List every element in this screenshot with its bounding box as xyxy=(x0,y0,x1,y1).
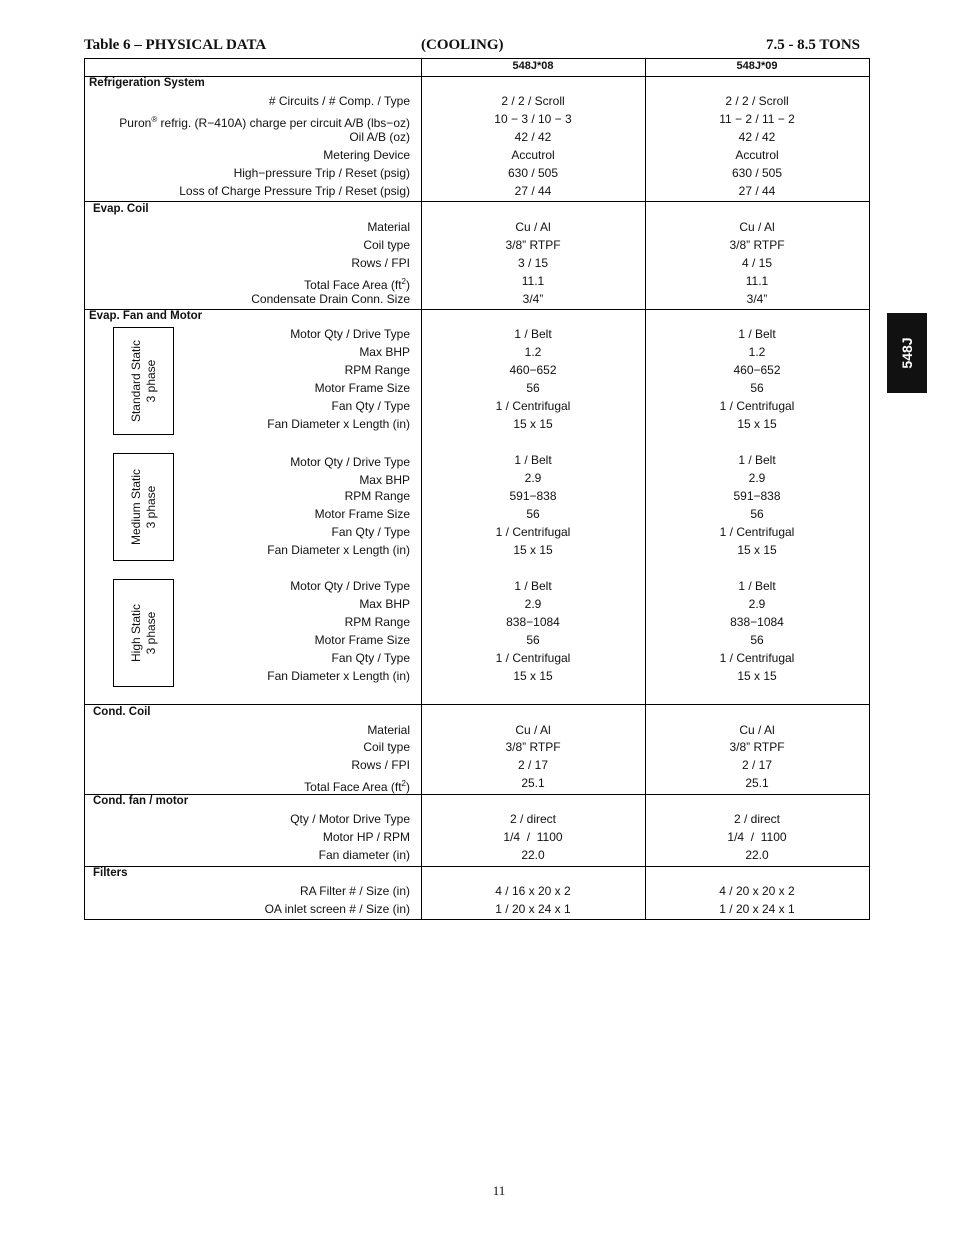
row-label: Motor Frame Size xyxy=(314,633,410,647)
row-label: Max BHP xyxy=(359,473,410,487)
value-548j08: 3/8” RTPF xyxy=(505,740,561,754)
value-548j09: 1 / Belt xyxy=(738,579,776,593)
label-part: ) xyxy=(406,278,410,292)
value-548j08: 838−1084 xyxy=(506,615,560,629)
value-548j09: 838−1084 xyxy=(730,615,784,629)
row-label: # Circuits / # Comp. / Type xyxy=(268,94,410,108)
row-label: RPM Range xyxy=(344,615,410,629)
row-label: RPM Range xyxy=(344,489,410,503)
row-label: Coil type xyxy=(363,740,410,754)
row-label: Fan Qty / Type xyxy=(331,525,410,539)
section-title-evap-coil: Evap. Coil xyxy=(93,203,149,215)
value-548j08: 3/4” xyxy=(522,292,544,306)
value-548j09: 11.1 xyxy=(745,274,769,288)
label-part: Total Face Area (ft xyxy=(304,278,402,292)
value-548j09: 25.1 xyxy=(745,776,769,790)
row-divider xyxy=(84,201,870,202)
group-box-high-static xyxy=(113,579,174,687)
value-548j08: 42 / 42 xyxy=(514,130,552,144)
value-548j08: 1 / Centrifugal xyxy=(495,651,571,665)
value-548j08: 2.9 xyxy=(524,597,542,611)
section-title-refrigeration: Refrigeration System xyxy=(89,77,205,89)
value-548j08: 27 / 44 xyxy=(514,184,552,198)
row-label xyxy=(119,112,410,131)
value-548j09: 4 / 15 xyxy=(741,256,773,270)
row-divider xyxy=(84,866,870,867)
value-548j09: 1 / Centrifugal xyxy=(719,651,795,665)
column-header-548j08: 548J*08 xyxy=(512,60,554,72)
row-label: Loss of Charge Pressure Trip / Reset (psig) xyxy=(179,184,410,198)
model-side-tab xyxy=(887,313,927,393)
label-part: refrig. (R−410A) charge per circuit A/B (lbs−oz) xyxy=(157,116,410,130)
row-label: Motor Frame Size xyxy=(314,507,410,521)
column-header-548j09: 548J*09 xyxy=(736,60,778,72)
value-548j09: 1.2 xyxy=(748,345,766,359)
value-548j09: 3/8” RTPF xyxy=(729,238,785,252)
row-label: Max BHP xyxy=(359,345,410,359)
section-title-cond-fan: Cond. fan / motor xyxy=(93,795,189,807)
value-548j09: Cu / Al xyxy=(739,723,775,737)
value-548j09: 56 xyxy=(750,507,764,521)
value-548j09: 2.9 xyxy=(748,471,766,485)
value-548j08: 2 / 17 xyxy=(517,758,549,772)
value-548j08: 25.1 xyxy=(521,776,545,790)
group-phase: 3 phase xyxy=(143,611,158,655)
value-548j08: Cu / Al xyxy=(515,723,551,737)
row-label: Fan Diameter x Length (in) xyxy=(267,417,410,431)
value-548j09: 1 / Belt xyxy=(738,453,776,467)
value-548j08: 56 xyxy=(526,633,540,647)
value-548j09: 15 x 15 xyxy=(737,669,777,683)
group-name: Medium Static xyxy=(128,468,143,546)
value-548j08: Accutrol xyxy=(511,148,555,162)
row-label: Motor Qty / Drive Type xyxy=(290,455,410,469)
section-title-cond-coil: Cond. Coil xyxy=(93,706,151,718)
value-548j08: 3/8” RTPF xyxy=(505,238,561,252)
side-tab-label: 548J xyxy=(899,337,915,369)
value-548j09: 27 / 44 xyxy=(738,184,776,198)
row-label: Fan Qty / Type xyxy=(331,399,410,413)
value-548j09: 1/4 / 1100 xyxy=(727,830,787,844)
group-box-standard-static xyxy=(113,327,174,435)
value-548j09: 3/8” RTPF xyxy=(729,740,785,754)
section-title-evap-fan: Evap. Fan and Motor xyxy=(89,310,203,322)
value-548j08: 1.2 xyxy=(524,345,542,359)
value-548j08: 1 / Belt xyxy=(514,579,552,593)
value-548j09: 1 / Centrifugal xyxy=(719,399,795,413)
superscript: 2 xyxy=(401,277,406,286)
table-mode: (COOLING) xyxy=(421,37,504,53)
row-label: Rows / FPI xyxy=(351,758,410,772)
value-548j08: 11.1 xyxy=(521,274,545,288)
row-label: Rows / FPI xyxy=(351,256,410,270)
row-label: OA inlet screen # / Size (in) xyxy=(264,902,410,916)
row-label: Qty / Motor Drive Type xyxy=(290,812,410,826)
value-548j08: 2 / direct xyxy=(509,812,557,826)
value-548j09: 22.0 xyxy=(745,848,769,862)
row-label: Motor HP / RPM xyxy=(322,830,410,844)
group-box-medium-static xyxy=(113,453,174,561)
row-label: Oil A/B (oz) xyxy=(349,130,410,144)
value-548j09: 56 xyxy=(750,633,764,647)
value-548j08: 1/4 / 1100 xyxy=(503,830,563,844)
row-divider xyxy=(84,704,870,705)
value-548j08: 1 / Centrifugal xyxy=(495,525,571,539)
page-number: 11 xyxy=(492,1183,506,1198)
row-label: Fan Diameter x Length (in) xyxy=(267,669,410,683)
group-name: High Static xyxy=(128,603,143,663)
table-title: Table 6 – PHYSICAL DATA xyxy=(84,37,267,53)
value-548j09: 2 / 17 xyxy=(741,758,773,772)
value-548j08: 1 / 20 x 24 x 1 xyxy=(495,902,571,916)
row-label: Coil type xyxy=(363,238,410,252)
value-548j09: 2 / direct xyxy=(733,812,781,826)
row-label: RPM Range xyxy=(344,363,410,377)
value-548j08: 3 / 15 xyxy=(517,256,549,270)
superscript: 2 xyxy=(401,779,406,788)
value-548j08: 15 x 15 xyxy=(513,669,553,683)
value-548j08: 10 − 3 / 10 − 3 xyxy=(494,112,572,126)
group-phase: 3 phase xyxy=(143,485,158,529)
row-label: Fan Diameter x Length (in) xyxy=(267,543,410,557)
row-divider xyxy=(84,794,870,795)
value-548j08: 1 / Belt xyxy=(514,327,552,341)
row-label: RA Filter # / Size (in) xyxy=(299,884,410,898)
value-548j08: 15 x 15 xyxy=(513,417,553,431)
row-label: Fan diameter (in) xyxy=(318,848,410,862)
value-548j09: 2.9 xyxy=(748,597,766,611)
row-label: Condensate Drain Conn. Size xyxy=(251,292,410,306)
value-548j09: Cu / Al xyxy=(739,220,775,234)
row-label: Max BHP xyxy=(359,597,410,611)
row-label: High−pressure Trip / Reset (psig) xyxy=(233,166,410,180)
row-label xyxy=(304,776,410,795)
row-label: Metering Device xyxy=(323,148,410,162)
value-548j09: 15 x 15 xyxy=(737,417,777,431)
label-part: Puron xyxy=(119,116,152,130)
value-548j08: 1 / Centrifugal xyxy=(495,399,571,413)
row-label: Motor Frame Size xyxy=(314,381,410,395)
value-548j09: 15 x 15 xyxy=(737,543,777,557)
row-label: Material xyxy=(367,723,410,737)
value-548j09: 1 / Belt xyxy=(738,327,776,341)
row-label: Material xyxy=(367,220,410,234)
value-548j09: 1 / Centrifugal xyxy=(719,525,795,539)
value-548j09: 42 / 42 xyxy=(738,130,776,144)
row-label: Fan Qty / Type xyxy=(331,651,410,665)
value-548j09: 591−838 xyxy=(733,489,781,503)
value-548j08: 460−652 xyxy=(509,363,557,377)
value-548j08: 56 xyxy=(526,381,540,395)
registered-mark: ® xyxy=(151,115,158,124)
value-548j09: 1 / 20 x 24 x 1 xyxy=(719,902,795,916)
value-548j08: 4 / 16 x 20 x 2 xyxy=(495,884,571,898)
value-548j09: 2 / 2 / Scroll xyxy=(725,94,789,108)
value-548j08: 2.9 xyxy=(524,471,542,485)
value-548j09: 4 / 20 x 20 x 2 xyxy=(719,884,795,898)
value-548j09: 56 xyxy=(750,381,764,395)
value-548j08: 591−838 xyxy=(509,489,557,503)
group-name: Standard Static xyxy=(128,339,143,423)
value-548j08: 56 xyxy=(526,507,540,521)
row-label xyxy=(304,274,410,293)
value-548j09: 3/4” xyxy=(746,292,768,306)
value-548j08: 15 x 15 xyxy=(513,543,553,557)
section-title-filters: Filters xyxy=(93,867,128,879)
table-capacity: 7.5 - 8.5 TONS xyxy=(765,37,860,53)
value-548j09: 11 − 2 / 11 − 2 xyxy=(719,112,795,126)
row-label: Motor Qty / Drive Type xyxy=(290,327,410,341)
label-part: Total Face Area (ft xyxy=(304,780,402,794)
value-548j09: 630 / 505 xyxy=(731,166,783,180)
row-label: Motor Qty / Drive Type xyxy=(290,579,410,593)
group-phase: 3 phase xyxy=(143,359,158,403)
value-548j08: Cu / Al xyxy=(515,220,551,234)
label-part: ) xyxy=(406,780,410,794)
value-548j09: Accutrol xyxy=(735,148,779,162)
value-548j08: 1 / Belt xyxy=(514,453,552,467)
value-548j09: 460−652 xyxy=(733,363,781,377)
value-548j08: 2 / 2 / Scroll xyxy=(501,94,565,108)
value-548j08: 22.0 xyxy=(521,848,545,862)
value-548j08: 630 / 505 xyxy=(507,166,559,180)
